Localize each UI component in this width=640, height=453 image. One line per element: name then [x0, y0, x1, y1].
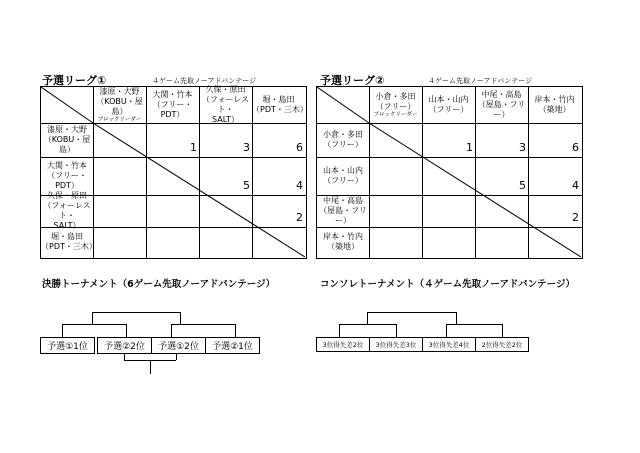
consolation-slot-4: 2位得失差2位: [475, 337, 529, 352]
row-header-4: [317, 227, 369, 257]
column-header-2-line: 山本・山内: [428, 95, 469, 104]
row-header-2: [317, 157, 369, 195]
column-header-1-line: （KOBU・屋島）: [96, 96, 143, 116]
column-header-4-line: （築地）: [538, 105, 571, 114]
consolation-slot-1: 3位得失差2位: [316, 337, 370, 352]
row-header-2-line: （フリー）: [323, 176, 363, 185]
column-header-1: [93, 87, 146, 123]
league2-table: [316, 86, 583, 259]
row-header-1-line: 小倉・多田: [323, 130, 363, 139]
column-header-3-line: （屋島・フリー）: [477, 100, 526, 119]
row-header-3-line: （屋島・フリー）: [319, 206, 367, 225]
row-header-3-line: 中尾・高島: [323, 196, 363, 205]
row-header-1-line: （フリー）: [323, 140, 363, 149]
column-header-3-line: （フォーレスト・: [201, 95, 250, 114]
column-header-2: [422, 87, 475, 123]
column-header-2-line: （フリー）: [428, 105, 469, 114]
consolation-slot-3: 3位得失差4位: [422, 337, 476, 352]
column-header-3-line: 中尾・高島: [481, 90, 522, 99]
row-header-2-line: 山本・山内: [323, 166, 363, 175]
final-slot-4: 予選②1位: [205, 337, 260, 354]
column-header-4: [252, 87, 308, 123]
score-cell: 6: [296, 141, 303, 154]
column-header-4-line: 堀・島田: [262, 95, 295, 104]
column-header-3-line: 久保・原田: [205, 85, 246, 94]
column-header-3-line: SALT）: [212, 115, 239, 124]
column-header-3: [199, 87, 252, 123]
score-cell: 2: [296, 211, 303, 224]
column-header-3: [475, 87, 528, 123]
score-cell: 1: [466, 141, 473, 154]
column-header-1-sub: ブロックリーダー: [373, 111, 418, 118]
score-cell: 6: [572, 141, 579, 154]
final-slot-2: 予選②2位: [97, 337, 152, 354]
column-header-1-line: （フリー）: [375, 101, 416, 111]
diagonal-line: [317, 87, 369, 123]
league2-note: ４ゲーム先取ノーアドバンテージ: [428, 77, 533, 85]
column-header-1-line: 小倉・多田: [375, 91, 416, 101]
row-header-2-line: 大関・竹本: [47, 161, 87, 170]
column-header-4: [528, 87, 581, 123]
consolation-slot-2: 3位得失差3位: [369, 337, 423, 352]
score-cell: 5: [519, 179, 526, 192]
row-header-4-line: （築地）: [327, 242, 359, 251]
column-header-2-line: （フリー・PDT）: [152, 100, 193, 119]
column-header-2: [146, 87, 199, 123]
row-header-1: [317, 123, 369, 157]
score-cell: 4: [296, 179, 303, 192]
column-header-4-line: 岸本・竹内: [534, 95, 575, 104]
score-cell: 4: [572, 179, 579, 192]
row-header-3-line: SALT）: [53, 221, 81, 230]
row-header-2: [41, 157, 93, 195]
consolation-title: コンソレトーナメント（４ゲーム先取ノーアドバンテージ）: [320, 279, 575, 290]
column-header-1-line: 漆原・大野: [99, 86, 140, 96]
row-header-3: [317, 195, 369, 227]
final-slot-1: 予選①1位: [40, 337, 95, 354]
score-cell: 5: [243, 179, 250, 192]
column-header-2-line: 大関・竹本: [152, 90, 193, 99]
row-header-4-line: （PDT・三木）: [41, 242, 97, 251]
row-header-3-line: 久保・原田: [47, 191, 87, 200]
row-header-2-line: （フリー・PDT）: [47, 171, 87, 190]
final-title: 決勝トーナメント（6ゲーム先取ノーアドバンテージ）: [42, 279, 276, 290]
league1-note: ４ゲーム先取ノーアドバンテージ: [152, 77, 257, 85]
final-slot-3: 予選①2位: [151, 337, 206, 354]
diagonal-line: [369, 123, 581, 257]
league1-table: [40, 86, 307, 259]
score-cell: 3: [519, 141, 526, 154]
row-header-4-line: 岸本・竹内: [323, 232, 363, 241]
league1-title: 予選リーグ①: [42, 74, 107, 87]
row-header-4-line: 堀・島田: [51, 232, 83, 241]
score-cell: 1: [190, 141, 197, 154]
row-header-3: [41, 191, 93, 230]
league2-title: 予選リーグ②: [320, 74, 385, 87]
row-header-1: [41, 123, 93, 157]
score-cell: 2: [572, 211, 579, 224]
column-header-4-line: （PDT・三木）: [252, 105, 308, 114]
diagonal-line: [41, 87, 93, 123]
diagonal-line: [93, 123, 305, 257]
column-header-1: [369, 87, 422, 123]
score-cell: 3: [243, 141, 250, 154]
row-header-1-line: 漆原・大野: [47, 125, 87, 134]
row-header-3-line: （フォーレスト・: [43, 201, 91, 220]
column-header-1-sub: ブロックリーダー: [97, 116, 142, 123]
row-header-1-line: （KOBU・屋島）: [43, 135, 91, 154]
row-header-4: [41, 227, 97, 257]
